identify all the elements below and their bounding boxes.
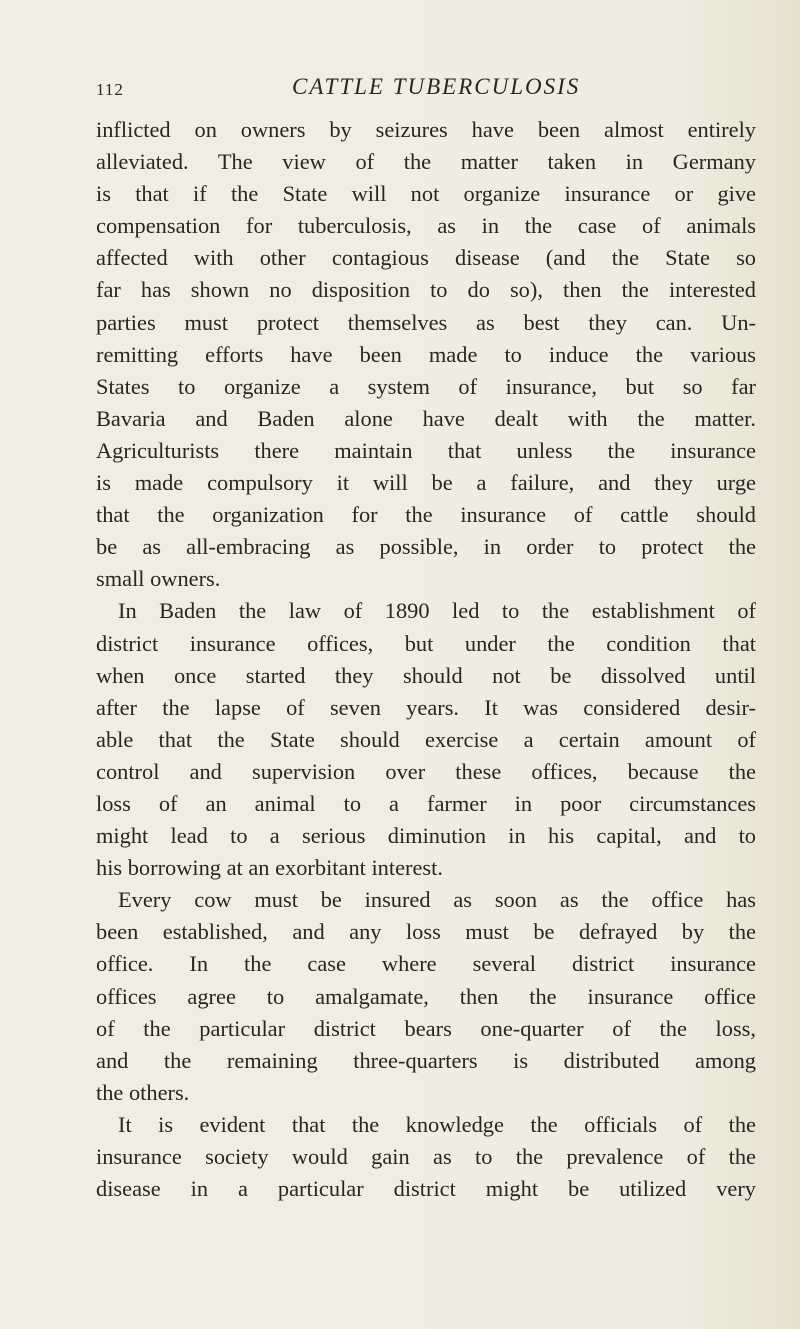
text-line: disease in a particular district might be utilized very: [96, 1176, 756, 1202]
text-line: Bavaria and Baden alone have dealt with the matter.: [96, 405, 756, 431]
text-line: offices agree to amalgamate, then the insurance office: [96, 983, 756, 1009]
text-line: insurance society would gain as to the prevalence of the: [96, 1144, 756, 1169]
text-line-paragraph-end: the others.: [96, 1079, 190, 1105]
text-line: compensation for tuberculosis, as in the case of animals: [96, 213, 756, 239]
text-line: is that if the State will not organize insurance or give: [96, 181, 756, 207]
text-line: been established, and any loss must be defrayed by the: [96, 919, 756, 945]
text-line: far has shown no disposition to do so), then the interested: [96, 277, 756, 303]
text-line: able that the State should exercise a certain amount of: [96, 726, 756, 752]
text-line-paragraph-end: his borrowing at an exorbitant interest.: [96, 855, 443, 881]
text-line: after the lapse of seven years. It was considered desir-: [96, 694, 756, 720]
text-line: inflicted on owners by seizures have been almost entirely: [96, 117, 756, 142]
text-line: and the remaining three-quarters is distributed among: [96, 1047, 756, 1073]
text-line: that the organization for the insurance of cattle should: [96, 502, 756, 528]
text-line: district insurance offices, but under the condition that: [96, 630, 756, 656]
text-line: office. In the case where several district insurance: [96, 951, 756, 977]
text-line: of the particular district bears one-quarter of the loss,: [96, 1015, 756, 1041]
text-line-paragraph-start: In Baden the law of 1890 led to the establishment of: [118, 598, 756, 624]
text-line-paragraph-end: small owners.: [96, 566, 221, 592]
text-line: loss of an animal to a farmer in poor circumstances: [96, 790, 756, 816]
text-line: States to organize a system of insurance, but so far: [96, 373, 756, 399]
running-head: [0, 74, 800, 104]
text-line: be as all-embracing as possible, in order to protect the: [96, 534, 756, 560]
text-line: parties must protect themselves as best they can. Un-: [96, 309, 756, 335]
text-line: is made compulsory it will be a failure, and they urge: [96, 470, 756, 496]
text-line-paragraph-start: Every cow must be insured as soon as the office has: [118, 887, 756, 913]
text-line: when once started they should not be dissolved until: [96, 662, 756, 688]
text-line: might lead to a serious diminution in his capital, and to: [96, 823, 756, 849]
running-title: CATTLE TUBERCULOSIS: [292, 74, 581, 99]
text-line: Agriculturists there maintain that unless the insurance: [96, 437, 756, 463]
text-line: alleviated. The view of the matter taken in Germany: [96, 149, 756, 175]
text-line: affected with other contagious disease (and the State so: [96, 245, 756, 271]
text-line: control and supervision over these offices, because the: [96, 758, 756, 784]
page-number: 112: [96, 80, 124, 99]
text-line-paragraph-start: It is evident that the knowledge the officials of the: [118, 1111, 756, 1137]
body-text: [96, 114, 756, 1205]
text-line: remitting efforts have been made to induce the various: [96, 341, 756, 367]
